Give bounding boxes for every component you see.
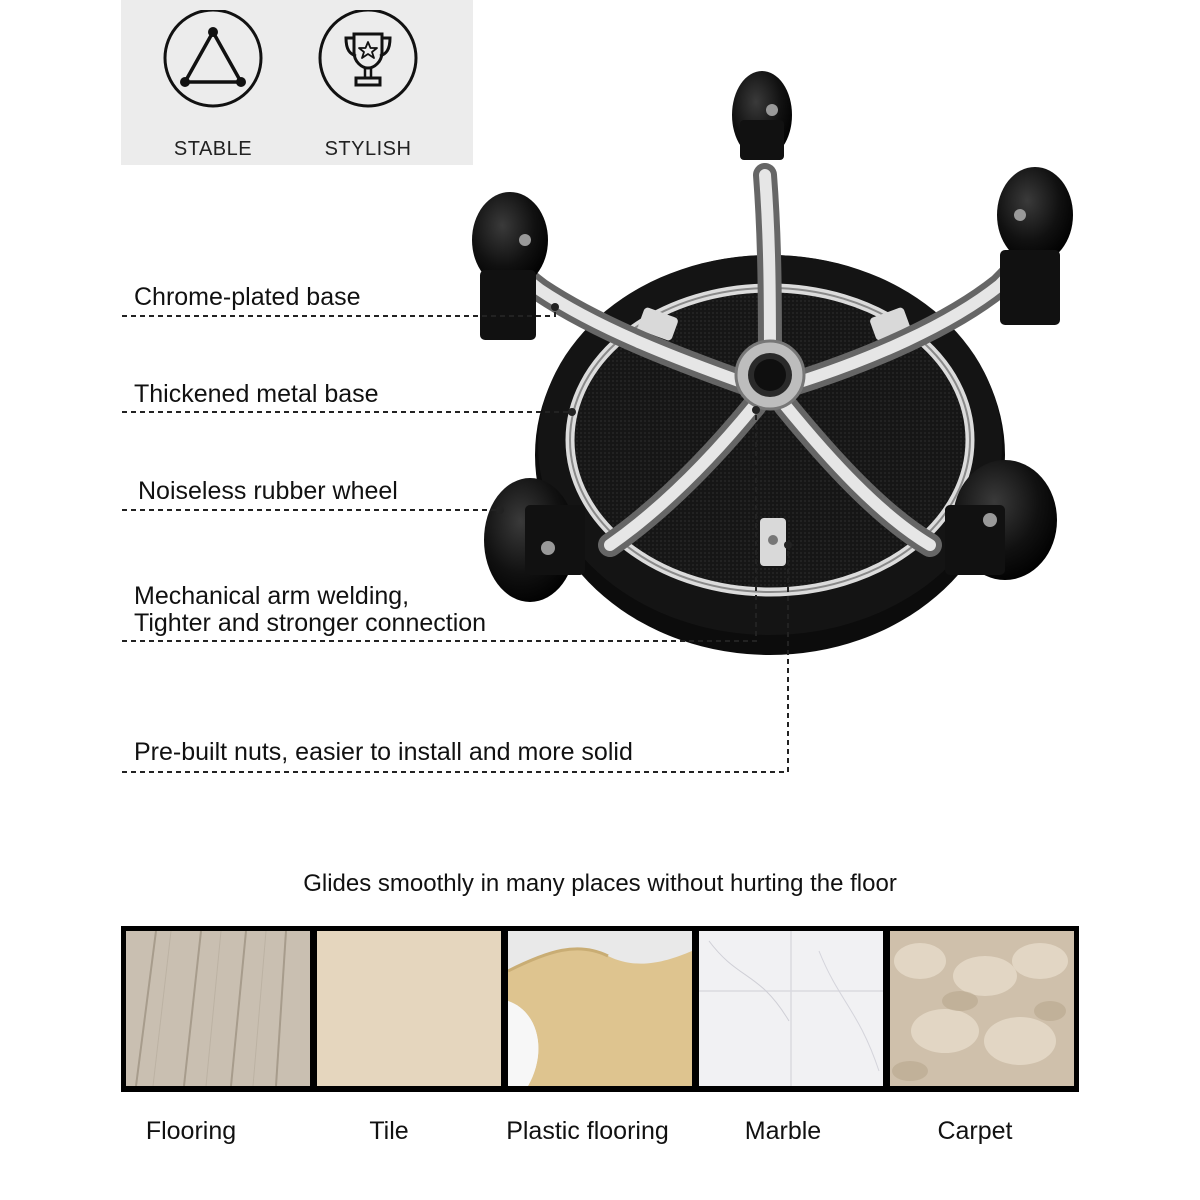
trophy-icon: [316, 10, 420, 114]
feature-chrome-plated-base: Chrome-plated base: [134, 283, 361, 311]
surface-label-tile: Tile: [369, 1117, 409, 1145]
badge-stable: [158, 10, 268, 170]
surface-label-flooring: Flooring: [145, 1117, 237, 1145]
badge-stylish: [313, 10, 423, 170]
feature-thickened-metal-base: Thickened metal base: [134, 380, 379, 408]
surface-photo-strip: [121, 926, 1079, 1092]
surface-photo-flooring: [126, 931, 310, 1086]
surfaces-heading: Glides smoothly in many places without hurting the floor: [303, 870, 897, 897]
surface-photo-plastic-flooring: [508, 931, 692, 1086]
feature-arm-welding-line1: Mechanical arm welding,: [134, 582, 410, 610]
surface-label-carpet: Carpet: [937, 1117, 1013, 1145]
feature-noiseless-rubber-wheel: Noiseless rubber wheel: [138, 477, 398, 505]
triangle-icon: [161, 10, 265, 114]
feature-arm-welding-line2: Tighter and stronger connection: [134, 609, 487, 637]
surface-label-marble: Marble: [744, 1117, 822, 1145]
surface-photo-tile: [317, 931, 501, 1086]
surface-photo-marble: [699, 931, 883, 1086]
feature-pre-built-nuts: Pre-built nuts, easier to install and more solid: [134, 738, 633, 766]
badge-stylish-label: STYLISH: [324, 138, 412, 160]
feature-arm-welding: [134, 583, 486, 637]
surface-photo-carpet: [890, 931, 1074, 1086]
surface-label-plastic-flooring: Plastic flooring: [506, 1117, 669, 1145]
badge-stable-label: STABLE: [173, 138, 253, 160]
